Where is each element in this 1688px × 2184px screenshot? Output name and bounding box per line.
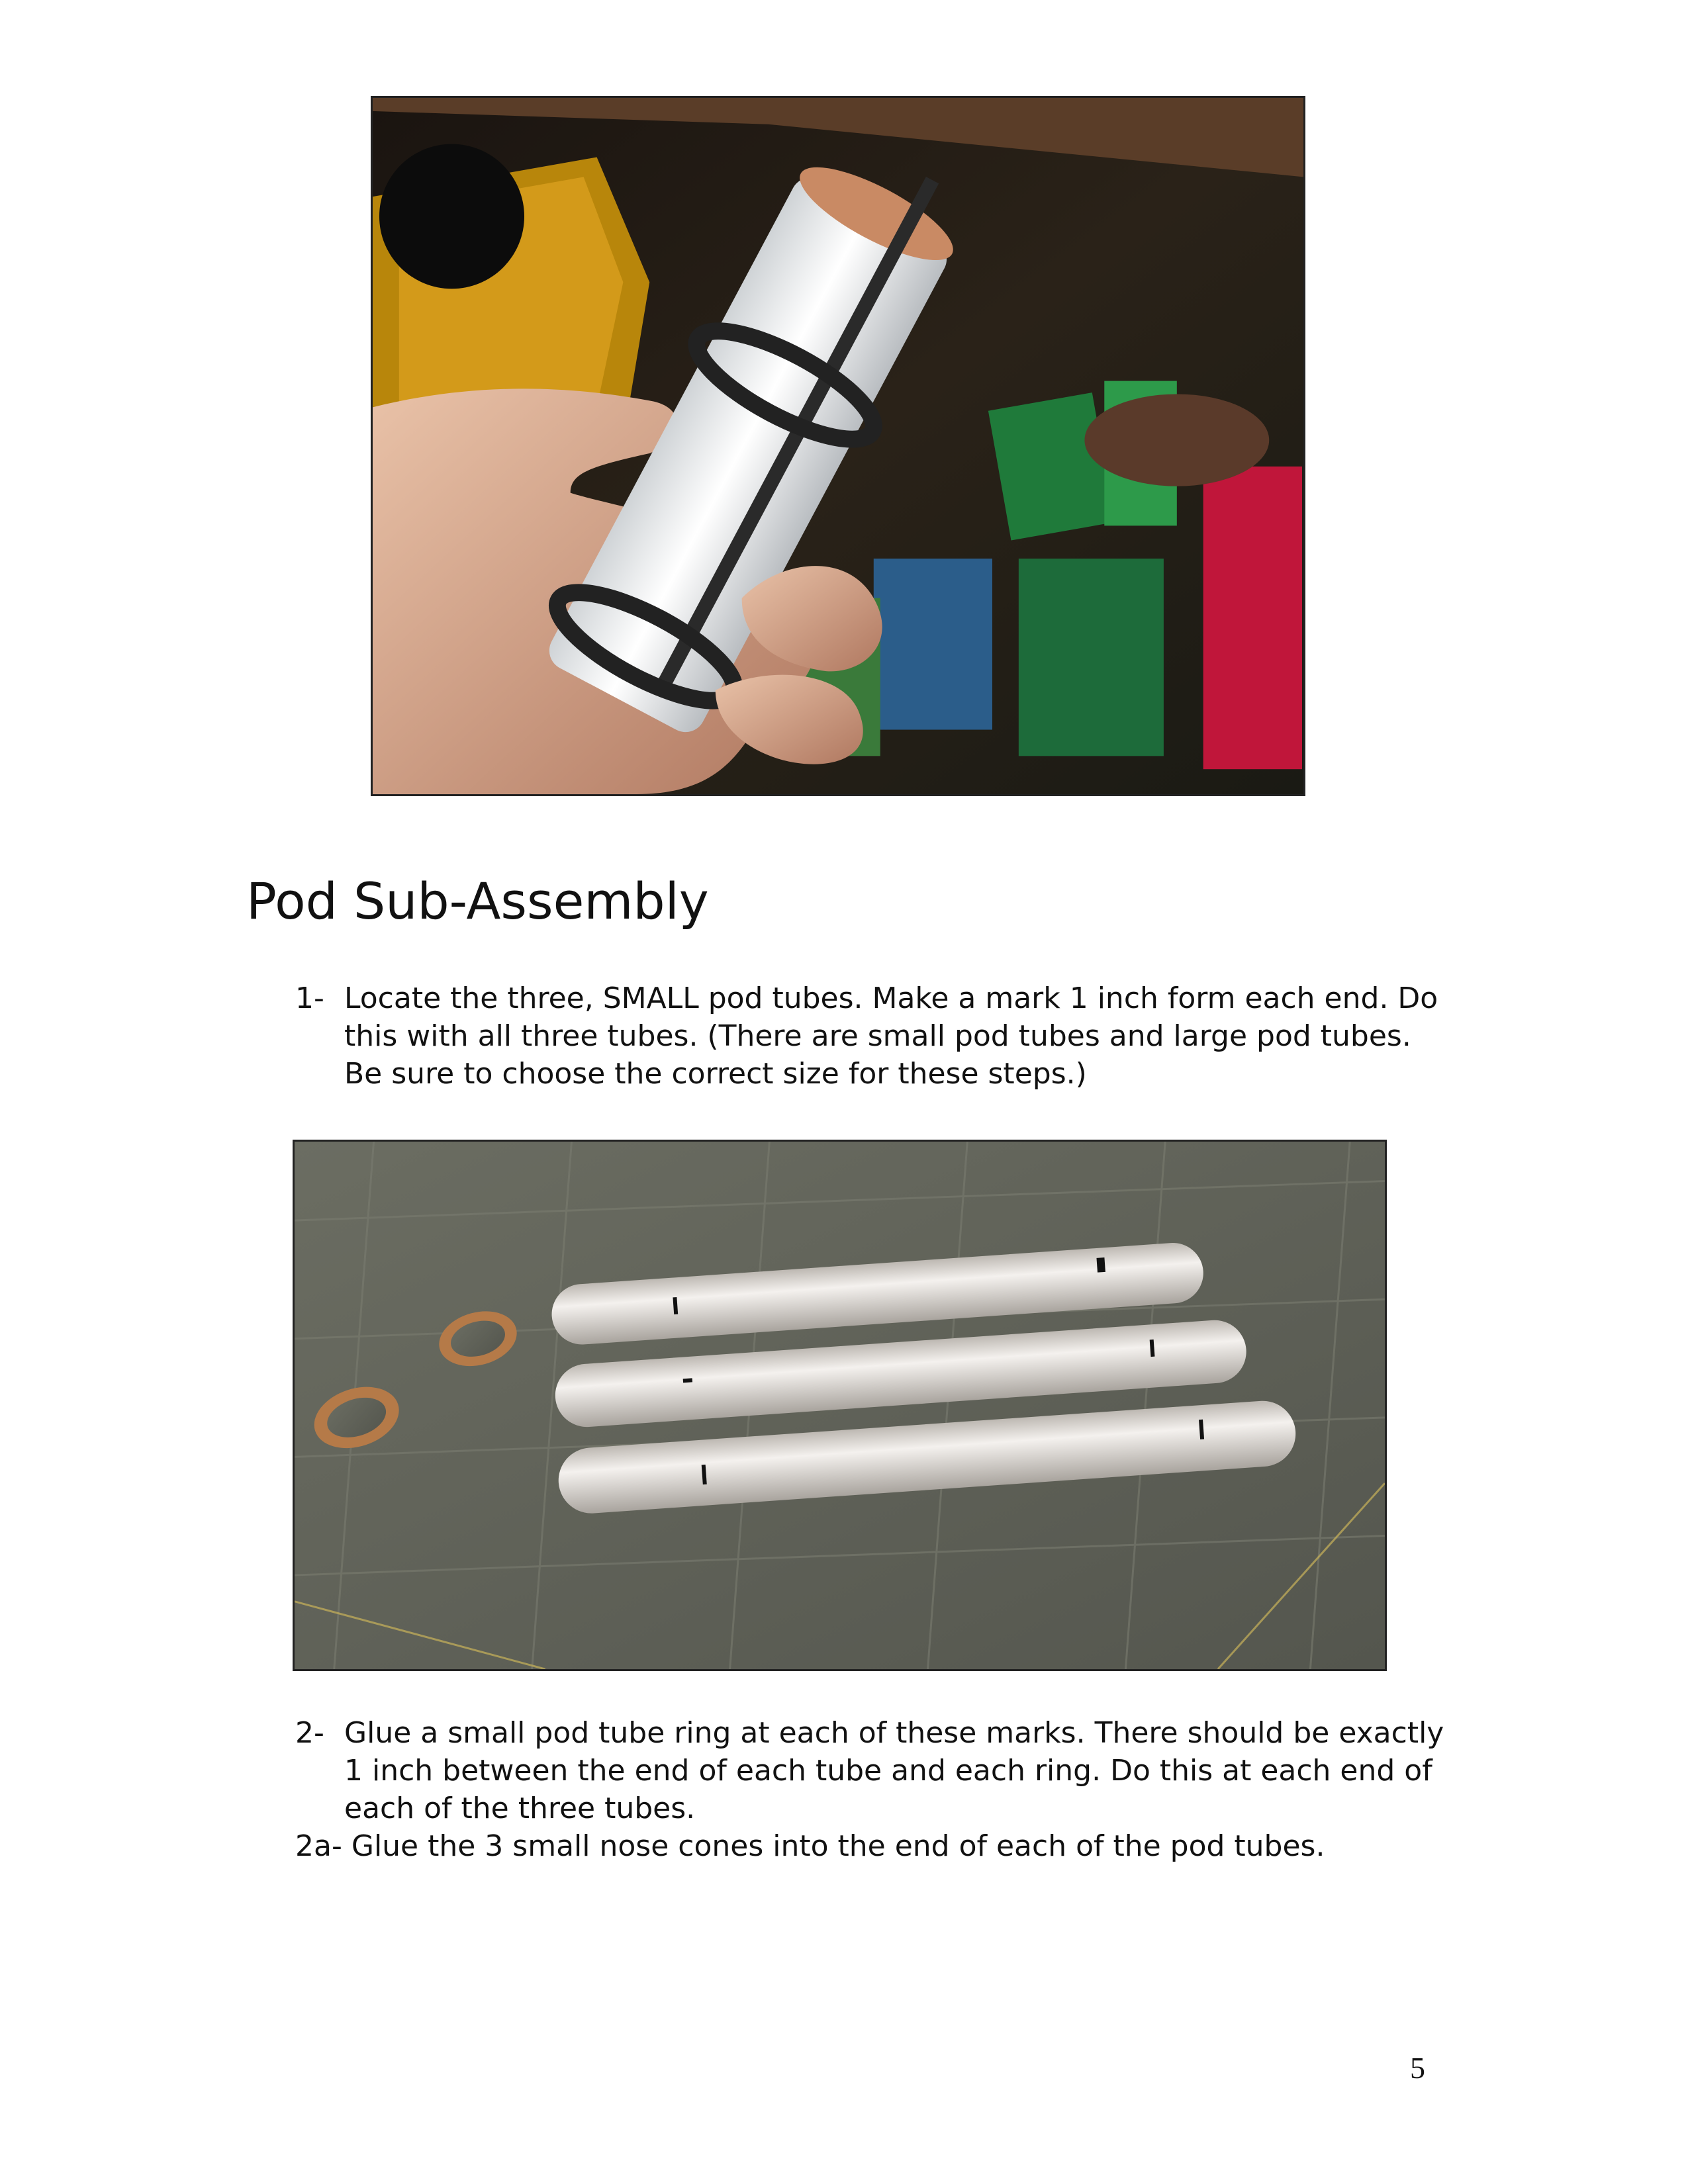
photo-three-marked-pod-tubes (293, 1140, 1387, 1671)
step-text: Locate the three, SMALL pod tubes. Make a mark 1 inch form each end. Do this with all three tubes. (There are small pod tubes and large pod tubes. Be sure to choose the correct size for these steps.) (344, 981, 1438, 1091)
section-title: Pod Sub-Assembly (246, 872, 709, 931)
step-number: 2- (295, 1716, 324, 1750)
photo-illustration (295, 1142, 1385, 1669)
page-number: 5 (1410, 2051, 1425, 2085)
step-text: Glue a small pod tube ring at each of these marks. There should be exactly 1 inch between the end of each tube and each ring. Do this at each end of each of the three tubes. (344, 1716, 1444, 1825)
instruction-step (295, 1827, 1487, 1865)
photo-illustration (373, 98, 1303, 794)
instruction-step (295, 1714, 1447, 1827)
instruction-step (295, 979, 1447, 1093)
step-number: 2a- (295, 1829, 342, 1863)
step-number: 1- (295, 981, 324, 1015)
photo-tube-with-rings-in-hand (371, 96, 1305, 796)
step-text: Glue the 3 small nose cones into the end of each of the pod tubes. (351, 1829, 1325, 1863)
